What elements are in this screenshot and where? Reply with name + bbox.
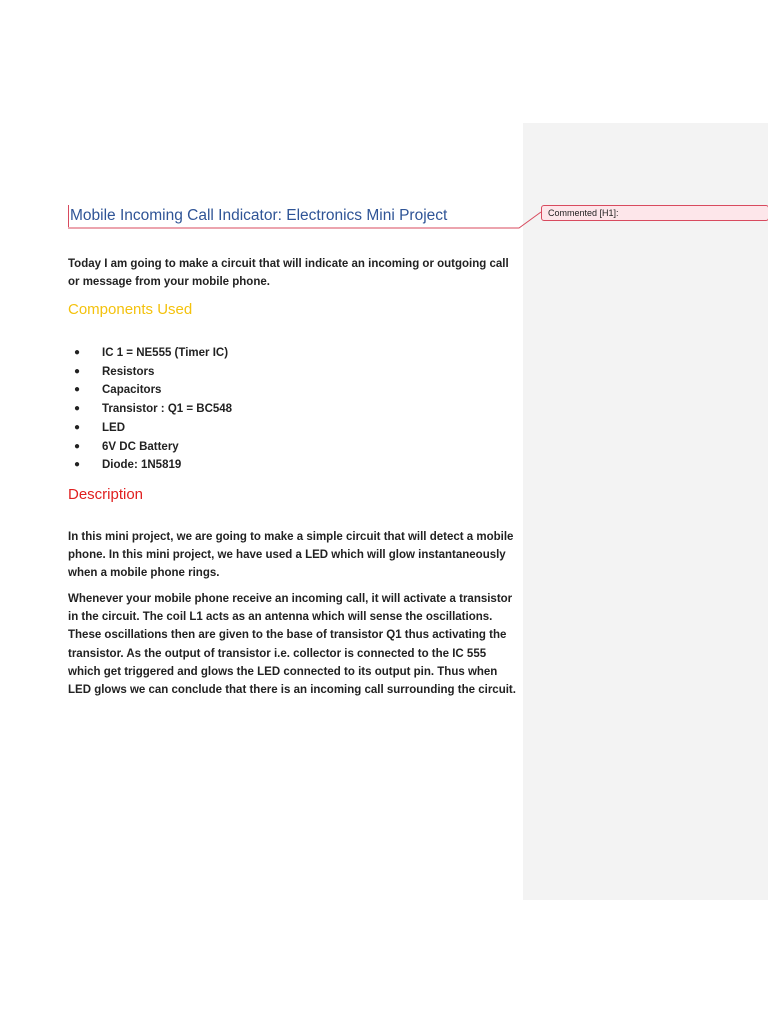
list-item: ● 6V DC Battery bbox=[68, 438, 232, 457]
bullet-icon: ● bbox=[74, 459, 81, 471]
list-item: ● IC 1 = NE555 (Timer IC) bbox=[68, 344, 232, 363]
comment-pane bbox=[523, 123, 768, 900]
list-item: ● Transistor : Q1 = BC548 bbox=[68, 400, 232, 419]
description-heading: Description bbox=[68, 486, 144, 503]
comment-label: Commented [H1]: bbox=[548, 208, 619, 218]
components-list bbox=[68, 344, 232, 475]
list-item: ● Capacitors bbox=[68, 381, 232, 400]
list-item: ● Diode: 1N5819 bbox=[68, 456, 232, 475]
comment-balloon[interactable] bbox=[541, 205, 768, 221]
bullet-icon: ● bbox=[74, 440, 81, 452]
intro-paragraph: Today I am going to make a circuit that will indicate an incoming or outgoing call or message from your mobile phone. bbox=[68, 258, 509, 288]
bullet-icon: ● bbox=[74, 403, 81, 415]
list-item: ● LED bbox=[68, 419, 232, 438]
description-paragraph-1: In this mini project, we are going to make a simple circuit that will detect a mobile phone. In this mini project, we have used a LED which will glow instantaneously when a mobile phone rings. bbox=[68, 531, 514, 580]
description-paragraph-2: Whenever your mobile phone receive an incoming call, it will activate a transistor in the circuit. The coil L1 acts as an antenna which will sense the oscillations. These oscillations then are given to the base of transistor Q1 thus activating the transistor. As the output of transistor i.e. collector is connected to the IC 555 which get triggered and glows the LED connected to its output pin. Thus when LED glows we can conclude that there is an incoming call surrounding the circuit. bbox=[68, 593, 516, 697]
bullet-icon: ● bbox=[74, 347, 81, 358]
components-heading: Components Used bbox=[68, 301, 193, 318]
bullet-icon: ● bbox=[74, 384, 81, 396]
document-title: Mobile Incoming Call Indicator: Electronics Mini Project bbox=[68, 205, 447, 227]
list-item: ● Resistors bbox=[68, 363, 232, 382]
bullet-icon: ● bbox=[74, 365, 81, 377]
bullet-icon: ● bbox=[74, 421, 81, 433]
